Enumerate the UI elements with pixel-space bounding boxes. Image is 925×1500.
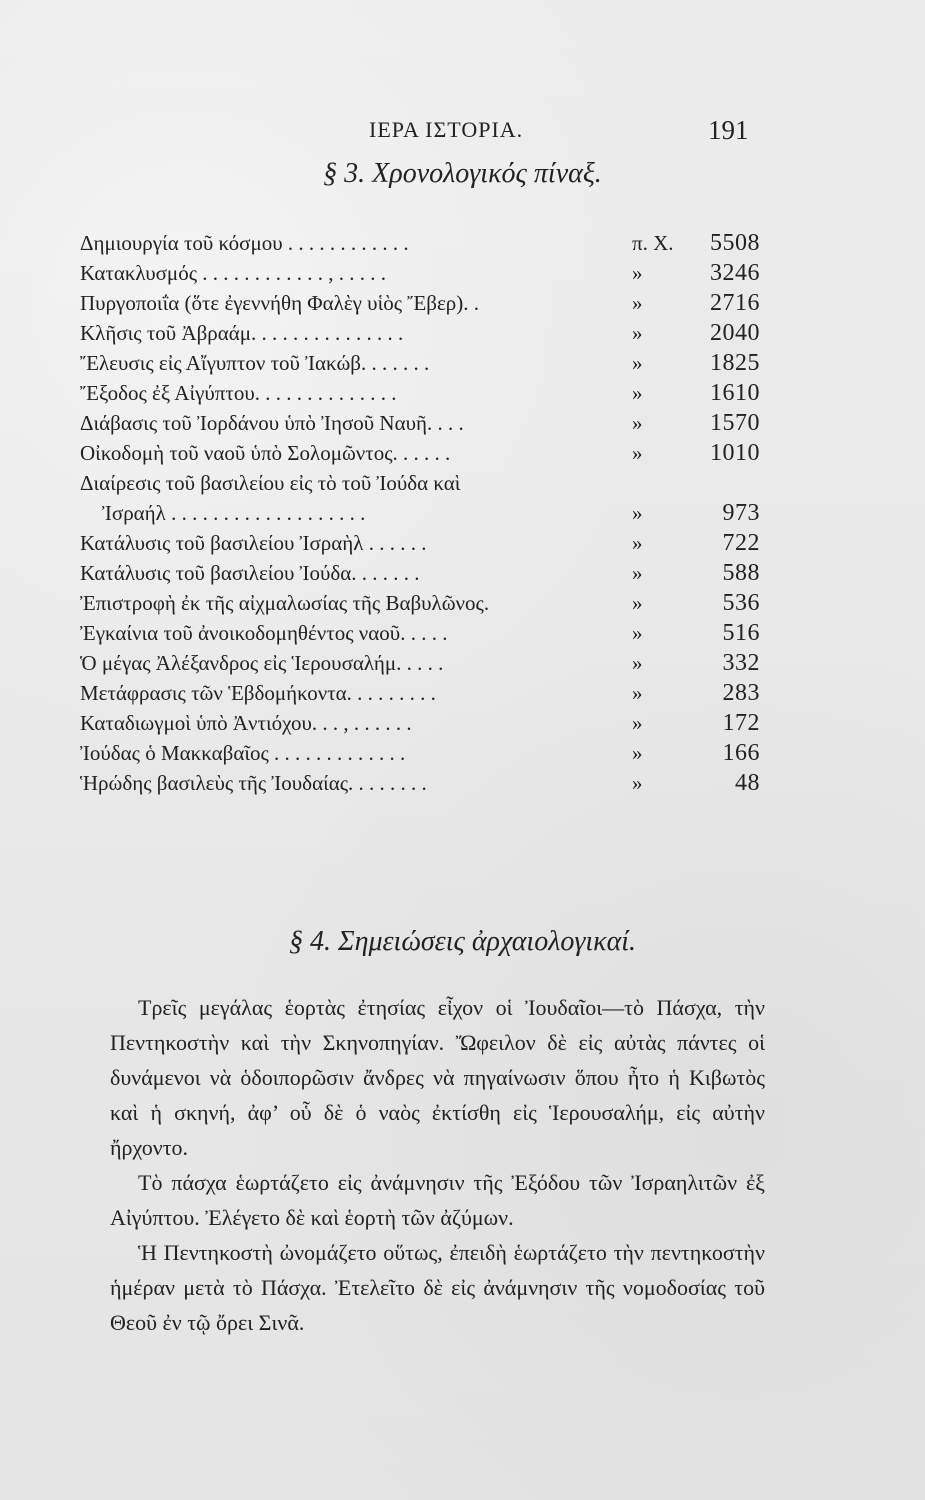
- ditto-mark: »: [632, 291, 643, 315]
- year-value: 1825: [710, 350, 760, 376]
- table-row: [80, 288, 760, 318]
- year-value: 3246: [710, 260, 760, 286]
- year-value: 48: [735, 770, 760, 796]
- table-row: [80, 648, 760, 678]
- event-label: Ἰσραήλ . . . . . . . . . . . . . . . . . . .: [102, 501, 366, 525]
- ditto-mark: »: [632, 261, 643, 285]
- table-row: [80, 618, 760, 648]
- page-number: 191: [708, 115, 749, 145]
- archaeological-notes-text: [110, 990, 765, 1340]
- event-label: Διαίρεσις τοῦ βασιλείου εἰς τὸ τοῦ Ἰούδα καὶ: [80, 471, 461, 495]
- table-row: [80, 588, 760, 618]
- year-value: 5508: [710, 230, 760, 256]
- year-value: 1570: [710, 410, 760, 436]
- year-value: 166: [722, 740, 760, 766]
- table-row: [80, 438, 760, 468]
- ditto-mark: »: [632, 771, 643, 795]
- year-value: 588: [722, 560, 760, 586]
- event-label: Ἔξοδος ἐξ Αἰγύπτου. . . . . . . . . . . . . .: [80, 381, 397, 405]
- ditto-mark: »: [632, 591, 643, 615]
- table-row: [80, 348, 760, 378]
- year-value: 332: [722, 650, 760, 676]
- year-value: 1610: [710, 380, 760, 406]
- event-label: Ὁ μέγας Ἀλέξανδρος εἰς Ἱερουσαλήμ. . . . .: [80, 651, 444, 675]
- ditto-mark: »: [632, 411, 643, 435]
- chronology-heading: § 3. Χρονολογικός πίναξ.: [323, 158, 602, 189]
- paragraph: Τὸ πάσχα ἑωρτάζετο εἰς ἀνάμνησιν τῆς Ἐξόδου τῶν Ἰσραηλιτῶν ἐξ Αἰγύπτου. Ἐλέγετο δὲ καὶ ἑορτὴ τῶν ἀζύμων.: [110, 1170, 765, 1230]
- ditto-mark: »: [632, 441, 643, 465]
- ditto-mark: »: [632, 351, 643, 375]
- ditto-mark: »: [632, 531, 643, 555]
- year-value: 536: [722, 590, 760, 616]
- event-label: Δημιουργία τοῦ κόσμου . . . . . . . . . . . .: [80, 231, 409, 255]
- event-label: Πυργοποιΐα (ὅτε ἐγεννήθη Φαλὲγ υἱὸς Ἔβερ). .: [80, 291, 480, 315]
- archaeological-notes-heading: § 4. Σημειώσεις ἀρχαιολογικαί.: [288, 926, 637, 957]
- ditto-mark: »: [632, 681, 643, 705]
- table-row: [80, 378, 760, 408]
- event-label: Μετάφρασις τῶν Ἑβδομήκοντα. . . . . . . . .: [80, 681, 436, 705]
- ditto-mark: »: [632, 621, 643, 645]
- table-row: [80, 558, 760, 588]
- year-value: 2040: [710, 320, 760, 346]
- table-row: [80, 708, 760, 738]
- table-row: [80, 498, 760, 528]
- ditto-mark: »: [632, 741, 643, 765]
- table-row: [80, 678, 760, 708]
- table-row: [80, 258, 760, 288]
- ditto-mark: »: [632, 381, 643, 405]
- table-row: [80, 468, 760, 498]
- ditto-mark: »: [632, 561, 643, 585]
- event-label: Ἔλευσις εἰς Αἴγυπτον τοῦ Ἰακώβ. . . . . . .: [80, 351, 430, 375]
- table-row: [80, 408, 760, 438]
- year-value: 2716: [710, 290, 760, 316]
- paragraph: Τρεῖς μεγάλας ἑορτὰς ἐτησίας εἶχον οἱ Ἰουδαῖοι—τὸ Πάσχα, τὴν Πεντηκοστὴν καὶ τὴν Σκηνοπηγίαν. Ὤφειλον δὲ εἰς αὐτὰς πάντες οἱ δυνάμενοι νὰ ὁδοιπορῶσιν ἄνδρες νὰ πηγαίνωσιν ὅπου ἦτο ἡ Κιβωτὸς καὶ ἡ σκηνή, ἀφ’ οὗ δὲ ὁ ναὸς ἐκτίσθη εἰς Ἱερουσαλήμ, εἰς αὐτὴν ἤρχοντο.: [110, 995, 765, 1160]
- table-row: [80, 528, 760, 558]
- table-row: [80, 738, 760, 768]
- year-value: 172: [722, 710, 760, 736]
- ditto-mark: »: [632, 321, 643, 345]
- event-label: Ἡρώδης βασιλεὺς τῆς Ἰουδαίας. . . . . . . .: [80, 771, 427, 795]
- table-row: [80, 228, 760, 258]
- table-row: [80, 768, 760, 798]
- event-label: Ἐπιστροφὴ ἐκ τῆς αἰχμαλωσίας τῆς Βαβυλῶνος.: [80, 591, 490, 615]
- chronology-table: [80, 228, 760, 798]
- year-value: 516: [722, 620, 760, 646]
- era-marker: π. Χ.: [632, 231, 674, 255]
- event-label: Κατάλυσις τοῦ βασιλείου Ἰούδα. . . . . . .: [80, 561, 420, 585]
- year-value: 973: [722, 500, 760, 526]
- ditto-mark: »: [632, 651, 643, 675]
- event-label: Οἰκοδομὴ τοῦ ναοῦ ὑπὸ Σολομῶντος. . . . . .: [80, 441, 451, 465]
- year-value: 283: [722, 680, 760, 706]
- year-value: 1010: [710, 440, 760, 466]
- table-row: [80, 318, 760, 348]
- event-label: Κλῆσις τοῦ Ἀβραάμ. . . . . . . . . . . . . . .: [80, 321, 404, 345]
- event-label: Καταδιωγμοὶ ὑπὸ Ἀντιόχου. . . , . . . . . .: [80, 711, 412, 735]
- event-label: Ἐγκαίνια τοῦ ἀνοικοδομηθέντος ναοῦ. . . . .: [80, 621, 448, 645]
- ditto-mark: »: [632, 711, 643, 735]
- running-title: ΙΕΡΑ ΙΣΤΟΡΙΑ.: [369, 117, 524, 142]
- paragraph: Ἡ Πεντηκοστὴ ὠνομάζετο οὕτως, ἐπειδὴ ἑωρτάζετο τὴν πεντηκοστὴν ἡμέραν μετὰ τὸ Πάσχα. Ἐτελεῖτο δὲ εἰς ἀνάμνησιν τῆς νομοδοσίας τοῦ Θεοῦ ἐν τῷ ὄρει Σινᾶ.: [110, 1240, 765, 1335]
- event-label: Κατάλυσις τοῦ βασιλείου Ἰσραὴλ . . . . . .: [80, 531, 427, 555]
- running-head: [0, 117, 925, 147]
- event-label: Ἰούδας ὁ Μακκαβαῖος . . . . . . . . . . . . .: [80, 741, 406, 765]
- ditto-mark: »: [632, 501, 643, 525]
- year-value: 722: [722, 530, 760, 556]
- event-label: Διάβασις τοῦ Ἰορδάνου ὑπὸ Ἰησοῦ Ναυῆ. . . .: [80, 411, 464, 435]
- event-label: Κατακλυσμός . . . . . . . . . . . . , . . . . .: [80, 261, 387, 285]
